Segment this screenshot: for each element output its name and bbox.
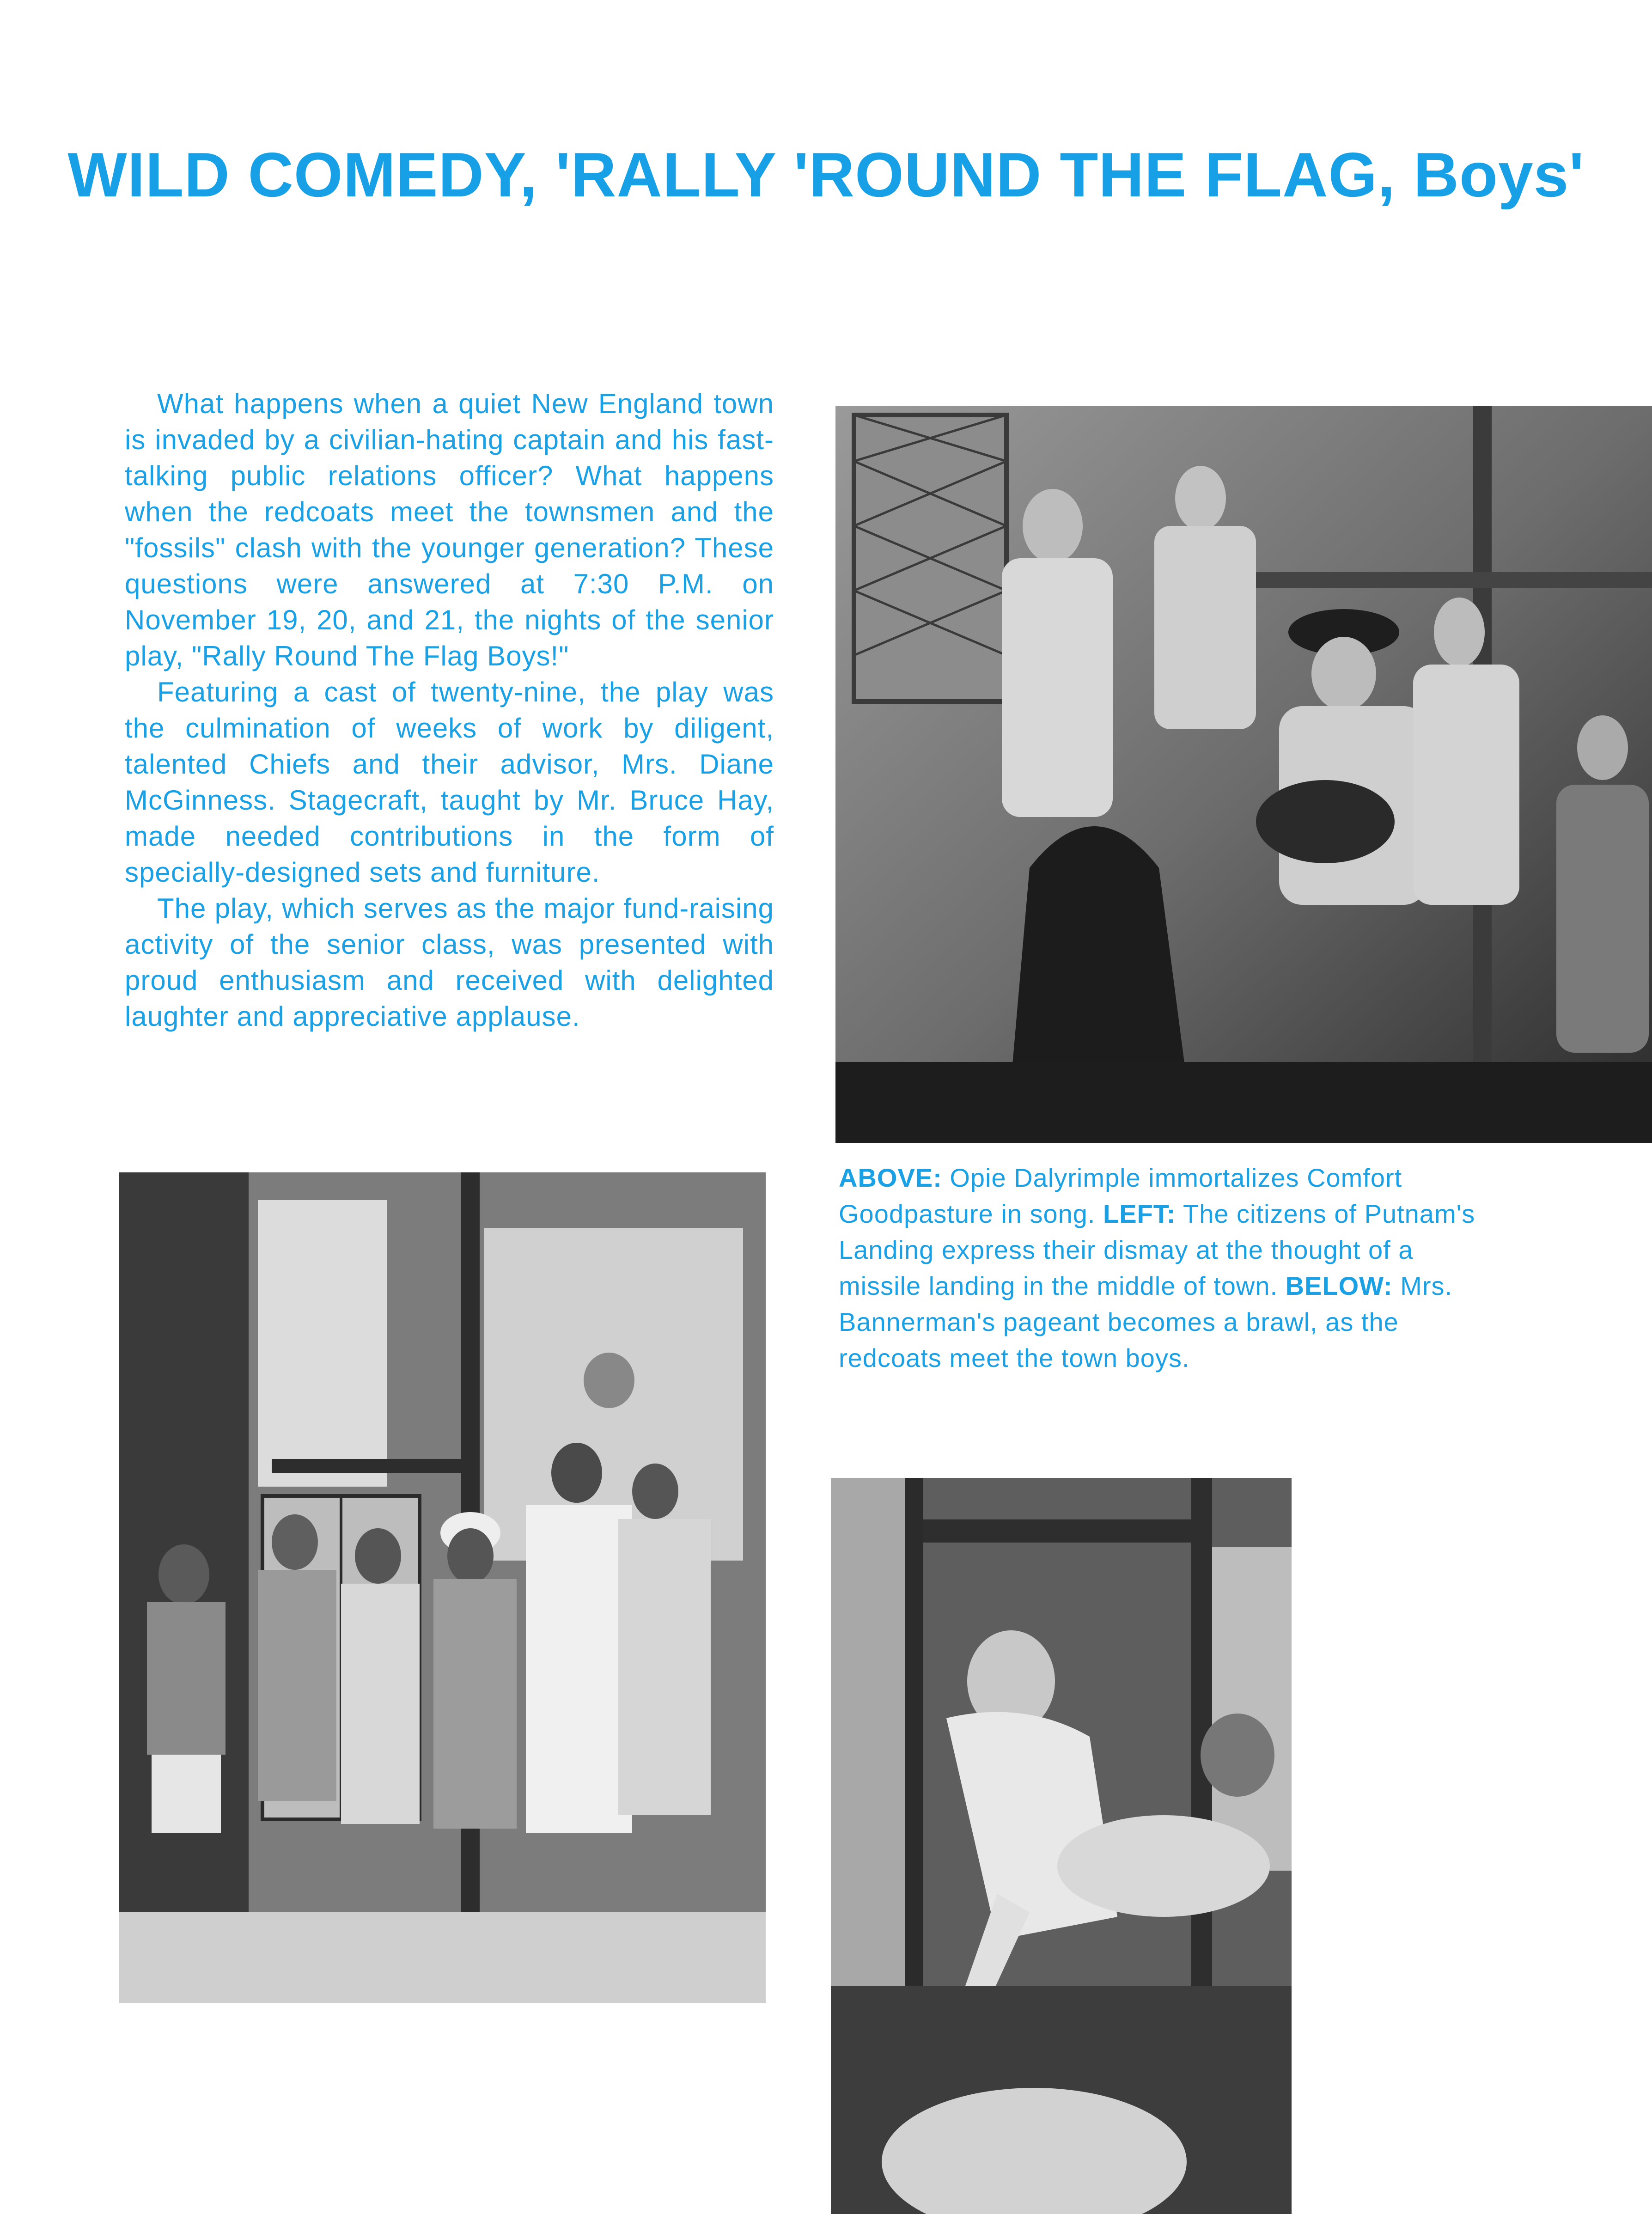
caption-left-label: LEFT: bbox=[1103, 1199, 1176, 1228]
caption-above-label: ABOVE: bbox=[839, 1163, 942, 1192]
photo-left-citizens bbox=[119, 1172, 766, 2003]
article-body bbox=[125, 386, 774, 1035]
article-paragraph: Featuring a cast of twenty-nine, the play was the culmination of weeks of work by diligent, talented Chiefs and their advisor, Mrs. Diane McGinness. Stagecraft, taught by Mr. Bruce Hay, made needed contributions in the form of specially-designed sets and furniture. bbox=[125, 677, 774, 888]
article-paragraph: The play, which serves as the major fund-raising activity of the senior class, was presented with proud enthusiasm and received with delighted laughter and appreciative applause. bbox=[125, 893, 774, 1032]
photo-captions bbox=[839, 1160, 1488, 1376]
photo-above-stage-song bbox=[835, 406, 1652, 1143]
photo-below-brawl bbox=[831, 1478, 1292, 2214]
caption-above-text: Opie Dalyrimple immortalizes Comfort Goodpasture in song. bbox=[839, 1163, 1402, 1228]
caption-below-text: Mrs. Bannerman's pageant becomes a brawl, as the redcoats meet the town boys. bbox=[839, 1271, 1453, 1372]
page-title: WILD COMEDY, 'RALLY 'ROUND THE FLAG, Boys' bbox=[67, 140, 1585, 210]
article-paragraph: What happens when a quiet New England town is invaded by a civilian-hating captain and his fast-talking public relations officer? What happens when the redcoats meet the townsmen and the "fossils" clash with the younger generation? These questions were answered at 7:30 P.M. on November 19, 20, and 21, the nights of the senior play, "Rally Round The Flag Boys!" bbox=[125, 388, 774, 671]
caption-below-label: BELOW: bbox=[1285, 1271, 1393, 1300]
caption-left-text: The citizens of Putnam's Landing express their dismay at the thought of a missile landing in the middle of town. bbox=[839, 1199, 1475, 1300]
